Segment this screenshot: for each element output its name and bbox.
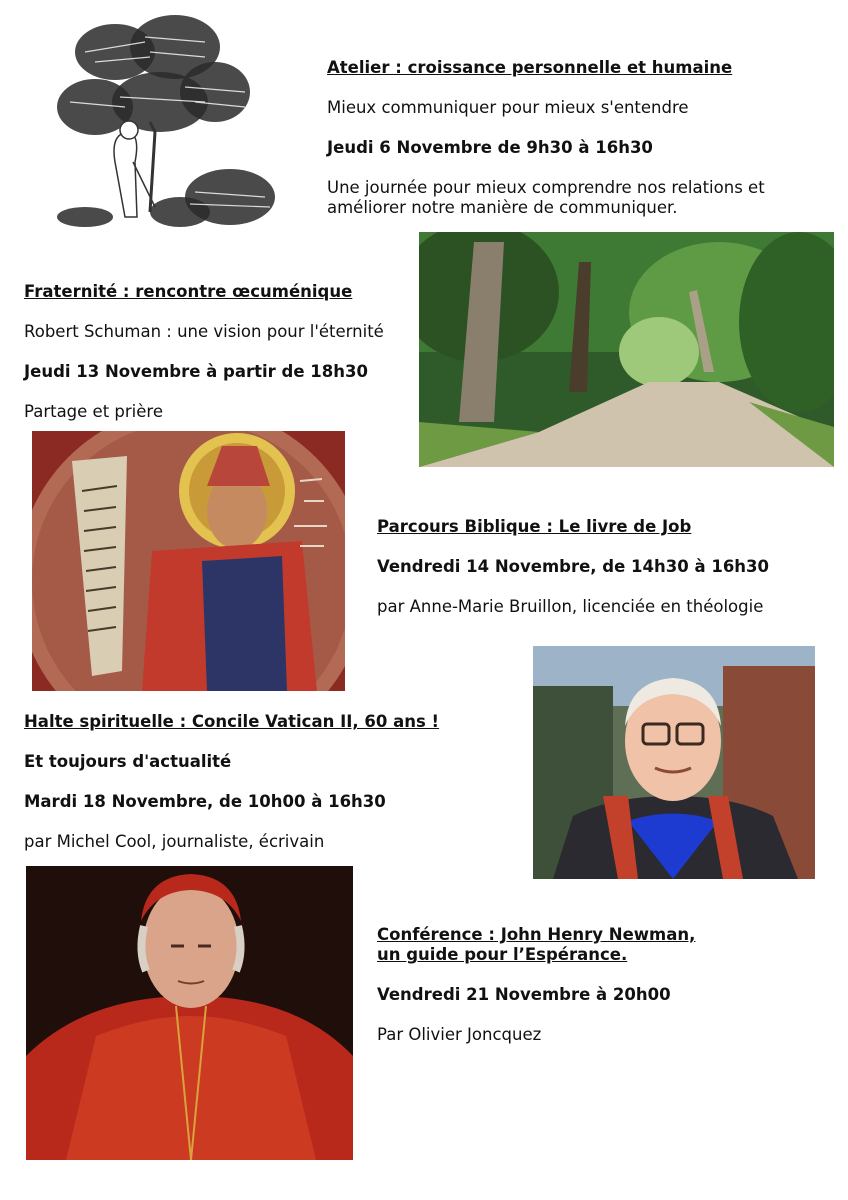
event-date: Vendredi 21 Novembre à 20h00 [377, 985, 671, 1004]
event-title: Conférence : John Henry Newman, [377, 925, 696, 944]
event-subtitle: Et toujours d'actualité [24, 752, 232, 771]
event-title: Halte spirituelle : Concile Vatican II, 60 ans ! [24, 712, 440, 731]
event-speaker: par Michel Cool, journaliste, écrivain [24, 832, 325, 851]
event-date: Mardi 18 Novembre, de 10h00 à 16h30 [24, 792, 386, 811]
event-title: Atelier : croissance personnelle et humaine [327, 58, 733, 77]
event-title: un guide pour l’Espérance. [377, 945, 628, 964]
event-description: améliorer notre manière de communiquer. [327, 198, 678, 217]
event-atelier [327, 58, 827, 218]
event-date: Vendredi 14 Novembre, de 14h30 à 16h30 [377, 557, 770, 576]
cardinal-portrait-painting [26, 866, 353, 1160]
tree-illustration [55, 12, 285, 234]
event-date: Jeudi 13 Novembre à partir de 18h30 [24, 362, 368, 381]
event-title: Fraternité : rencontre œcuménique [24, 282, 353, 301]
event-description: Une journée pour mieux comprendre nos relations et [327, 178, 765, 197]
speaker-portrait-photo [533, 646, 815, 879]
event-date: Jeudi 6 Novembre de 9h30 à 16h30 [327, 138, 653, 157]
event-conference [377, 925, 837, 1045]
event-speaker: par Anne-Marie Bruillon, licenciée en théologie [377, 597, 764, 616]
event-title: Parcours Biblique : Le livre de Job [377, 517, 692, 536]
event-subtitle: Robert Schuman : une vision pour l'éternité [24, 322, 384, 341]
event-fraternite [24, 282, 424, 422]
event-subtitle: Mieux communiquer pour mieux s'entendre [327, 98, 689, 117]
event-parcours-biblique [377, 517, 837, 617]
prophet-fresco-image [32, 431, 345, 691]
event-halte-spirituelle [24, 712, 514, 852]
event-speaker: Par Olivier Joncquez [377, 1025, 542, 1044]
park-alley-photo [419, 232, 834, 467]
event-description: Partage et prière [24, 402, 163, 421]
